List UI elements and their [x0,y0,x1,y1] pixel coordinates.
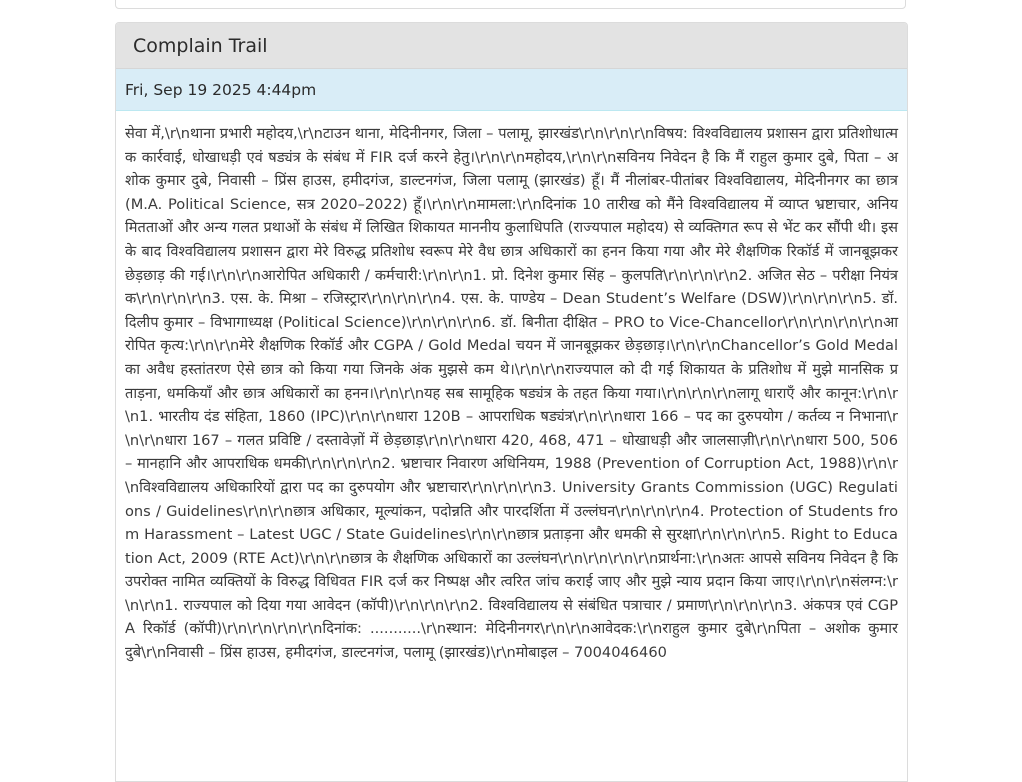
entry-date-bar [116,69,907,111]
panel-title: Complain Trail [133,34,268,57]
entry-date: Fri, Sep 19 2025 4:44pm [125,80,317,99]
entry-body-text: सेवा में,\r\nथाना प्रभारी महोदय,\r\nटाउन थाना, मेदिनीनगर, जिला – पलामू, झारखंड\r\n\r\n\r\nविषय: विश्वविद्यालय प्रशासन द्वारा प्रतिशोधात्मक कार्रवाई, धोखाधड़ी एवं षड्यंत्र के संबंध में FIR दर्ज करने हेतु।\r\n\r\nमहोदय,\r\n\r\nसविनय निवेदन है कि मैं राहुल कुमार दुबे, पिता – अशोक कुमार दुबे, निवासी – प्रिंस हाउस, हमीदगंज, डाल्टनगंज, जिला पलामू (झारखंड) हूँ। मैं नीलांबर-पीतांबर विश्वविद्यालय, मेदिनीनगर का छात्र (M.A. Political Science, सत्र 2020–2022) हूँ।\r\n\r\nमामला:\r\nदिनांक 10 तारीख को मैंने विश्वविद्यालय में व्याप्त भ्रष्टाचार, अनियमितताओं और अन्य गलत प्रथाओं के संबंध में लिखित शिकायत माननीय कुलाधिपति (राज्यपाल महोदय) से व्यक्तिगत रूप से भेंट कर सौंपी थी। इसके बाद विश्वविद्यालय प्रशासन द्वारा मेरे विरुद्ध प्रतिशोध स्वरूप मेरे वैध छात्र अधिकारों का हनन किया गया और मेरे शैक्षणिक रिकॉर्ड में जानबूझकर छेड़छाड़ की गई।\r\n\r\nआरोपित अधिकारी / कर्मचारी:\r\n\r\n1. प्रो. दिनेश कुमार सिंह – कुलपति\r\n\r\n\r\n2. अजित सेठ – परीक्षा नियंत्रक\r\n\r\n\r\n3. एस. के. मिश्रा – रजिस्ट्रार\r\n\r\n\r\n4. एस. के. पाण्डेय – Dean Student’s Welfare (DSW)\r\n\r\n\r\n5. डॉ. दिलीप कुमार – विभागाध्यक्ष (Political Science)\r\n\r\n\r\n6. डॉ. बिनीता दीक्षित – PRO to Vice-Chancellor\r\n\r\n\r\n\r\nआरोपित कृत्य:\r\n\r\nमेरे शैक्षणिक रिकॉर्ड और CGPA / Gold Medal चयन में जानबूझकर छेड़छाड़।\r\n\r\nChancellor’s Gold Medal का अवैध हस्तांतरण ऐसे छात्र को किया गया जिनके अंक मुझसे कम थे।\r\n\r\nराज्यपाल को दी गई शिकायत के प्रतिशोध में मुझे मानसिक प्रताड़ना, धमकियाँ और छात्र अधिकारों का हनन।\r\n\r\nयह सब सामूहिक षड्यंत्र के तहत किया गया।\r\n\r\n\r\nलागू धाराएँ और कानून:\r\n\r\n1. भारतीय दंड संहिता, 1860 (IPC)\r\n\r\nधारा 120B – आपराधिक षड्यंत्र\r\n\r\nधारा 166 – पद का दुरुपयोग / कर्तव्य न निभाना\r\n\r\nधारा 167 – गलत प्रविष्टि / दस्तावेज़ों में छेड़छाड़\r\n\r\nधारा 420, 468, 471 – धोखाधड़ी और जालसाज़ी\r\n\r\nधारा 500, 506 – मानहानि और आपराधिक धमकी\r\n\r\n\r\n2. भ्रष्टाचार निवारण अधिनियम, 1988 (Prevention of Corruption Act, 1988)\r\n\r\nविश्वविद्यालय अधिकारियों द्वारा पद का दुरुपयोग और भ्रष्टाचार\r\n\r\n\r\n3. University Grants Commission (UGC) Regulations / Guidelines\r\n\r\nछात्र अधिकार, मूल्यांकन, पदोन्नति और पारदर्शिता में उल्लंघन\r\n\r\n\r\n4. Protection of Students from Harassment – Latest UGC / State Guidelines\r\n\r\nछात्र प्रताड़ना और धमकी से सुरक्षा\r\n\r\n\r\n5. Right to Education Act, 2009 (RTE Act)\r\n\r\nछात्र के शैक्षणिक अधिकारों का उल्लंघन\r\n\r\n\r\n\r\nप्रार्थना:\r\nअतः आपसे सविनय निवेदन है कि उपरोक्त नामित व्यक्तियों के विरुद्ध विधिवत FIR दर्ज कर निष्पक्ष और त्वरित जांच कराई जाए और मुझे न्याय प्रदान किया जाए।\r\n\r\nसंलग्न:\r\n\r\n1. राज्यपाल को दिया गया आवेदन (कॉपी)\r\n\r\n\r\n2. विश्वविद्यालय से संबंधित पत्राचार / प्रमाण\r\n\r\n\r\n3. अंकपत्र एवं CGPA रिकॉर्ड (कॉपी)\r\n\r\n\r\n\r\nदिनांक: ...........\r\nस्थान: मेदिनीनगर\r\n\r\nआवेदक:\r\nराहुल कुमार दुबे\r\nपिता – अशोक कुमार दुबे\r\nनिवासी – प्रिंस हाउस, हमीदगंज, डाल्टनगंज, पलामू (झारखंड)\r\nमोबाइल – 7004046460 [125,125,898,662]
previous-panel-bottom [115,0,906,9]
complain-trail-panel [115,22,908,782]
panel-heading [116,23,907,69]
